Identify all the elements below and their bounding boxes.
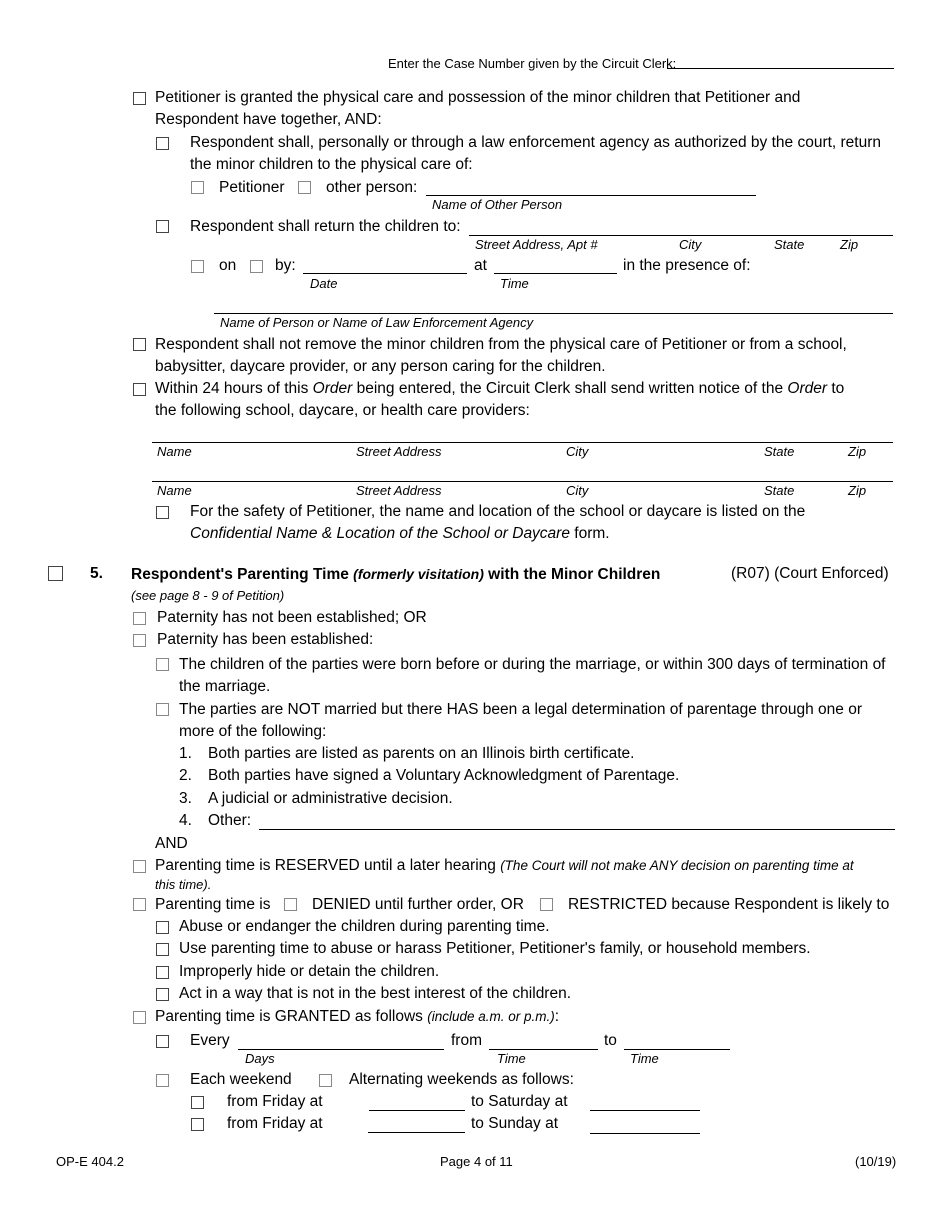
presence-caption: Name of Person or Name of Law Enforcement Agency <box>220 315 534 330</box>
list-number: 1. <box>179 745 192 762</box>
hide-checkbox[interactable] <box>156 966 169 979</box>
denied-label: DENIED until further order, OR <box>312 896 524 913</box>
list-number: 2. <box>179 767 192 784</box>
see-page-note: (see page 8 - 9 of Petition) <box>131 588 285 603</box>
born-text: The children of the parties were born before or during the marriage, or within 300 days of termination of <box>179 656 886 673</box>
notice-text-2: the following school, daycare, or health care providers: <box>155 402 530 419</box>
by-label: by: <box>275 257 296 274</box>
abuse-checkbox[interactable] <box>156 921 169 934</box>
from-label: from <box>451 1032 482 1049</box>
list-number: 3. <box>179 790 192 807</box>
not-married-text: The parties are NOT married but there HAS been a legal determination of parentage through one or <box>179 701 862 718</box>
friday-time-field-2[interactable] <box>368 1132 465 1133</box>
reason-text: Improperly hide or detain the children. <box>179 963 440 980</box>
on-checkbox[interactable] <box>191 260 204 273</box>
safety-text: For the safety of Petitioner, the name and location of the school or daycare is listed on the <box>190 503 806 520</box>
every-days-field[interactable] <box>238 1049 444 1050</box>
case-number-field[interactable] <box>667 68 894 69</box>
reserved-text-2: this time). <box>155 877 212 892</box>
not-remove-text-2: babysitter, daycare provider, or any person caring for the children. <box>155 358 606 375</box>
by-checkbox[interactable] <box>250 260 263 273</box>
harass-checkbox[interactable] <box>156 943 169 956</box>
restricted-label: RESTRICTED because Respondent is likely to <box>568 896 890 913</box>
from-time-field[interactable] <box>489 1049 598 1050</box>
reason-text: Use parenting time to abuse or harass Petitioner, Petitioner's family, or household members. <box>179 940 811 957</box>
section-code: (R07) (Court Enforced) <box>731 565 889 582</box>
not-remove-checkbox[interactable] <box>133 338 146 351</box>
other-field[interactable] <box>259 829 895 830</box>
each-weekend-label: Each weekend <box>190 1071 292 1088</box>
return-to-petitioner-label: Petitioner <box>219 179 285 196</box>
on-label: on <box>219 257 237 274</box>
provider-row-1[interactable] <box>152 442 893 443</box>
to-time-field[interactable] <box>624 1049 730 1050</box>
state-caption: State <box>774 237 805 252</box>
respondent-return-checkbox[interactable] <box>156 137 169 150</box>
from-friday-label: from Friday at <box>227 1115 323 1132</box>
sunday-time-field[interactable] <box>590 1133 700 1134</box>
denied-checkbox[interactable] <box>284 898 297 911</box>
return-to-other-checkbox[interactable] <box>298 181 311 194</box>
col-city: City <box>566 444 589 459</box>
return-address-field[interactable] <box>469 235 893 236</box>
friday-sunday-checkbox[interactable] <box>191 1118 204 1131</box>
every-checkbox[interactable] <box>156 1035 169 1048</box>
paternity-has-checkbox[interactable] <box>133 634 146 647</box>
to-saturday-label: to Saturday at <box>471 1093 568 1110</box>
other-person-field[interactable] <box>426 195 756 196</box>
section-5-checkbox[interactable] <box>48 566 63 581</box>
zip-caption: Zip <box>840 237 859 252</box>
col-name: Name <box>157 444 192 459</box>
time-caption: Time <box>630 1051 659 1066</box>
other-person-label: other person: <box>326 179 418 196</box>
col-street: Street Address <box>356 444 442 459</box>
saturday-time-field[interactable] <box>590 1110 700 1111</box>
return-children-checkbox[interactable] <box>156 220 169 233</box>
to-label: to <box>604 1032 617 1049</box>
return-time-field[interactable] <box>494 273 617 274</box>
not-remove-text: Respondent shall not remove the minor children from the physical care of Petitioner or from a school, <box>155 336 847 353</box>
alternating-label: Alternating weekends as follows: <box>349 1071 574 1088</box>
at-label: at <box>474 257 487 274</box>
time-caption: Time <box>500 276 529 291</box>
restricted-parenting-checkbox[interactable] <box>133 898 146 911</box>
presence-label: in the presence of: <box>623 257 751 274</box>
every-label: Every <box>190 1032 230 1049</box>
safety-checkbox[interactable] <box>156 506 169 519</box>
to-sunday-label: to Sunday at <box>471 1115 559 1132</box>
list-item: A judicial or administrative decision. <box>208 790 453 807</box>
form-id: OP-E 404.2 <box>56 1154 124 1169</box>
paternity-not-label: Paternity has not been established; OR <box>157 609 427 626</box>
col-name: Name <box>157 483 192 498</box>
restricted-checkbox[interactable] <box>540 898 553 911</box>
time-caption: Time <box>497 1051 526 1066</box>
notice-text: Within 24 hours of this Order being entered, the Circuit Clerk shall send written notice of the Order to <box>155 380 845 397</box>
col-street: Street Address <box>356 483 442 498</box>
petitioner-granted-text-2: Respondent have together, AND: <box>155 111 382 128</box>
friday-saturday-checkbox[interactable] <box>191 1096 204 1109</box>
list-item: Both parties have signed a Voluntary Acknowledgment of Parentage. <box>208 767 680 784</box>
list-item: Other: <box>208 812 252 829</box>
friday-time-field[interactable] <box>369 1110 465 1111</box>
form-version: (10/19) <box>855 1154 897 1169</box>
born-checkbox[interactable] <box>156 658 169 671</box>
date-caption: Date <box>310 276 338 291</box>
list-number: 4. <box>179 812 192 829</box>
and-label: AND <box>155 835 188 852</box>
reason-text: Abuse or endanger the children during parenting time. <box>179 918 550 935</box>
respondent-return-text: Respondent shall, personally or through a law enforcement agency as authorized by the court, return <box>190 134 882 151</box>
safety-text-2: Confidential Name & Location of the School or Daycare form. <box>190 525 610 542</box>
list-item: Both parties are listed as parents on an Illinois birth certificate. <box>208 745 635 762</box>
reason-text: Act in a way that is not in the best interest of the children. <box>179 985 572 1002</box>
reserved-checkbox[interactable] <box>133 860 146 873</box>
days-caption: Days <box>245 1051 275 1066</box>
case-number-label: Enter the Case Number given by the Circuit Clerk: <box>388 56 677 71</box>
col-zip: Zip <box>848 444 867 459</box>
presence-name-field[interactable] <box>214 313 893 314</box>
best-interest-checkbox[interactable] <box>156 988 169 1001</box>
page-number: Page 4 of 11 <box>440 1154 513 1169</box>
paternity-not-checkbox[interactable] <box>133 612 146 625</box>
col-state: State <box>764 444 795 459</box>
return-to-petitioner-checkbox[interactable] <box>191 181 204 194</box>
not-married-checkbox[interactable] <box>156 703 169 716</box>
not-married-text-2: more of the following: <box>179 723 327 740</box>
petitioner-granted-checkbox[interactable] <box>133 92 146 105</box>
other-person-caption: Name of Other Person <box>432 197 563 212</box>
petitioner-granted-text: Petitioner is granted the physical care and possession of the minor children that Petitioner and <box>155 89 801 106</box>
col-zip: Zip <box>848 483 867 498</box>
parenting-is-label: Parenting time is <box>155 896 271 913</box>
section-number: 5. <box>90 565 103 582</box>
return-date-field[interactable] <box>303 273 467 274</box>
col-city: City <box>566 483 589 498</box>
return-children-label: Respondent shall return the children to: <box>190 218 461 235</box>
provider-row-2[interactable] <box>152 481 893 482</box>
notice-checkbox[interactable] <box>133 383 146 396</box>
each-weekend-checkbox[interactable] <box>156 1074 169 1087</box>
born-text-2: the marriage. <box>179 678 271 695</box>
from-friday-label: from Friday at <box>227 1093 323 1110</box>
respondent-return-text-2: the minor children to the physical care of: <box>190 156 473 173</box>
granted-checkbox[interactable] <box>133 1011 146 1024</box>
street-caption: Street Address, Apt # <box>475 237 598 252</box>
city-caption: City <box>679 237 702 252</box>
reserved-text: Parenting time is RESERVED until a later hearing (The Court will not make ANY decision on parenting time at <box>155 857 854 874</box>
section-title: Respondent's Parenting Time (formerly visitation) with the Minor Children <box>131 566 661 583</box>
granted-text: Parenting time is GRANTED as follows (include a.m. or p.m.): <box>155 1008 560 1025</box>
alternating-checkbox[interactable] <box>319 1074 332 1087</box>
col-state: State <box>764 483 795 498</box>
paternity-has-label: Paternity has been established: <box>157 631 374 648</box>
